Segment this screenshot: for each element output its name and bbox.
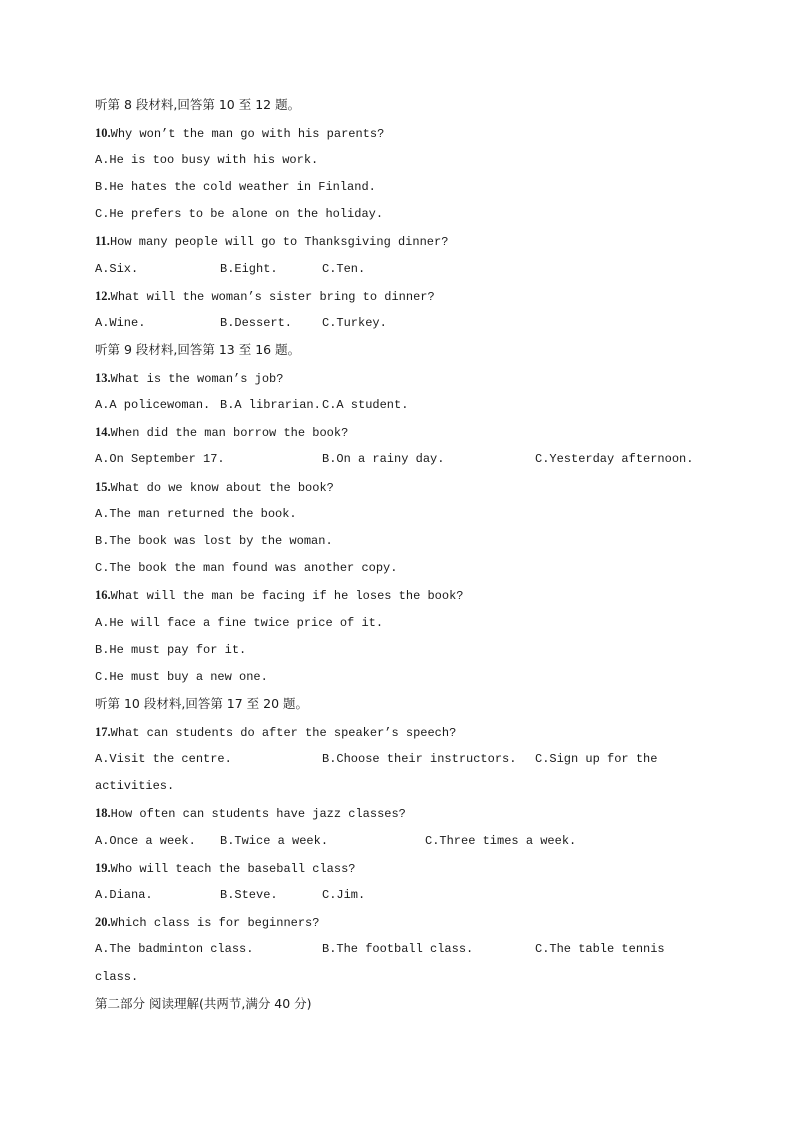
question-number: 13. (95, 371, 111, 385)
option-c: C.The book the man found was another copy. (95, 561, 398, 575)
option-b: B.Choose their instructors. (322, 752, 517, 766)
options-row (95, 887, 695, 903)
question-10 (95, 125, 384, 142)
options-row (95, 397, 695, 413)
options-row (95, 833, 695, 849)
option-a: A.He will face a fine twice price of it. (95, 616, 384, 630)
option-b: B.The football class. (322, 942, 474, 956)
option-c: C.Turkey. (322, 316, 387, 330)
question-16 (95, 587, 463, 604)
question-number: 19. (95, 861, 111, 875)
option-c: C.Yesterday afternoon. (535, 452, 694, 466)
question-number: 15. (95, 480, 111, 494)
option-c: C.Jim. (322, 888, 366, 902)
question-number: 16. (95, 588, 111, 602)
question-stem: What will the man be facing if he loses the book? (110, 589, 464, 603)
section-heading: 听第 9 段材料,回答第 13 至 16 题。 (95, 342, 301, 357)
question-15 (95, 479, 334, 496)
question-stem: What do we know about the book? (110, 481, 334, 495)
question-stem: What is the woman’s job? (110, 372, 284, 386)
question-number: 14. (95, 425, 111, 439)
option-a: A.He is too busy with his work. (95, 153, 319, 167)
option-b: B.On a rainy day. (322, 452, 445, 466)
option-c: C.Three times a week. (425, 834, 577, 848)
option-c: C.He prefers to be alone on the holiday. (95, 207, 384, 221)
question-stem: Which class is for beginners? (110, 916, 320, 930)
option-b: B.Eight. (220, 262, 278, 276)
option-b: B.He must pay for it. (95, 643, 247, 657)
options-row (95, 451, 695, 467)
option-a: A.Diana. (95, 888, 153, 902)
option-a: A.Wine. (95, 316, 146, 330)
options-row (95, 941, 695, 957)
option-c: C.Sign up for the (535, 752, 658, 766)
question-12 (95, 288, 435, 305)
question-17 (95, 724, 456, 741)
question-19 (95, 860, 355, 877)
option-b: B.He hates the cold weather in Finland. (95, 180, 376, 194)
question-11 (95, 233, 448, 250)
option-c: C.The table tennis (535, 942, 665, 956)
options-row (95, 751, 695, 767)
question-number: 17. (95, 725, 111, 739)
question-number: 12. (95, 289, 111, 303)
option-c: C.He must buy a new one. (95, 670, 268, 684)
option-a: A.The badminton class. (95, 942, 254, 956)
options-row (95, 315, 695, 331)
option-b: B.The book was lost by the woman. (95, 534, 333, 548)
option-b: B.Twice a week. (220, 834, 329, 848)
question-stem: Why won’t the man go with his parents? (110, 127, 385, 141)
question-stem: How many people will go to Thanksgiving dinner? (109, 235, 449, 249)
question-13 (95, 370, 283, 387)
option-a: A.On September 17. (95, 452, 225, 466)
option-b: B.A librarian. (220, 398, 321, 412)
option-c: C.Ten. (322, 262, 366, 276)
question-number: 10. (95, 126, 111, 140)
section-heading: 听第 8 段材料,回答第 10 至 12 题。 (95, 97, 301, 112)
option-a: A.Visit the centre. (95, 752, 232, 766)
option-c-continued: activities. (95, 779, 175, 793)
question-stem: What will the woman’s sister bring to dinner? (110, 290, 435, 304)
question-stem: How often can students have jazz classes? (110, 807, 406, 821)
question-14 (95, 424, 348, 441)
option-c: C.A student. (322, 398, 409, 412)
section-heading: 听第 10 段材料,回答第 17 至 20 题。 (95, 696, 309, 711)
question-number: 20. (95, 915, 111, 929)
option-b: B.Steve. (220, 888, 278, 902)
option-b: B.Dessert. (220, 316, 293, 330)
question-number: 18. (95, 806, 111, 820)
option-a: A.The man returned the book. (95, 507, 297, 521)
option-a: A.A policewoman. (95, 398, 211, 412)
option-a: A.Once a week. (95, 834, 196, 848)
option-c-continued: class. (95, 970, 139, 984)
question-stem: What can students do after the speaker’s speech? (110, 726, 457, 740)
option-a: A.Six. (95, 262, 139, 276)
question-20 (95, 914, 319, 931)
question-18 (95, 805, 406, 822)
part-heading: 第二部分 阅读理解(共两节,满分 40 分) (95, 996, 312, 1011)
options-row (95, 261, 695, 277)
question-stem: When did the man borrow the book? (110, 426, 349, 440)
question-number: 11. (95, 234, 110, 248)
question-stem: Who will teach the baseball class? (110, 862, 356, 876)
